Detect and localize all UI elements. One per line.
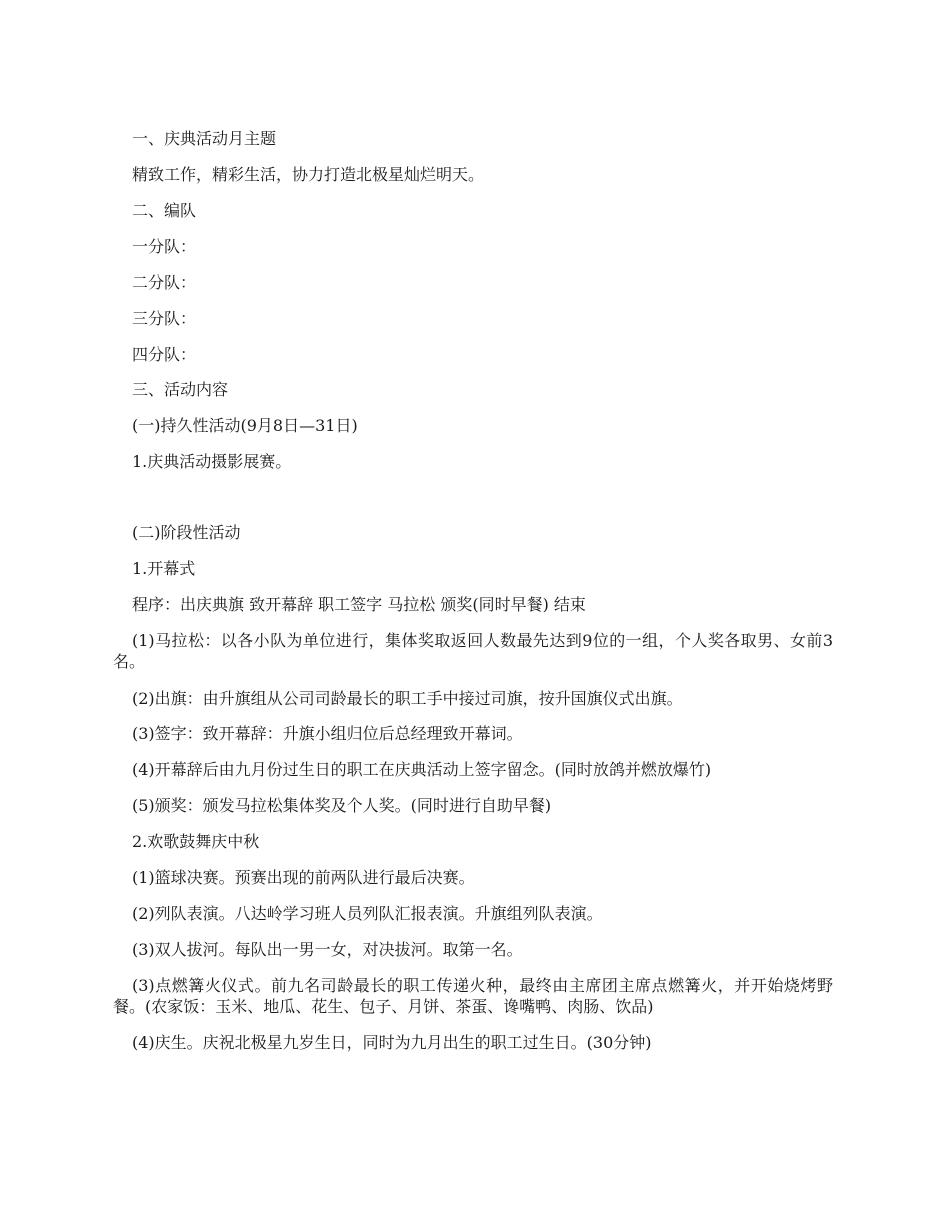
opening-heading: 1.开幕式 (132, 559, 196, 578)
midautumn-item-bonfire: (3)点燃篝火仪式。前九名司龄最长的职工传递火种，最终由主席团主席点燃篝火，并开始烧烤野餐。(农家饭：玉米、地瓜、花生、包子、月饼、茶蛋、谗嘴鸭、肉肠、饮品) (113, 976, 833, 1016)
midautumn-heading: 2.欢歌鼓舞庆中秋 (132, 832, 260, 851)
opening-item-flag: (2)出旗：由升旗组从公司司龄最长的职工手中接过司旗，按升国旗仪式出旗。 (132, 689, 683, 708)
section-heading-teams: 二、编队 (132, 201, 197, 220)
opening-program: 程序：出庆典旗 致开幕辞 职工签字 马拉松 颁奖(同时早餐) 结束 (132, 595, 586, 614)
team-2: 二分队： (132, 273, 197, 292)
midautumn-item-tugofwar: (3)双人拔河。每队出一男一女，对决拔河。取第一名。 (132, 940, 523, 959)
subsection-phased: (二)阶段性活动 (132, 523, 241, 542)
opening-item-signing: (3)签字：致开幕辞：升旗小组归位后总经理致开幕词。 (132, 724, 523, 743)
ongoing-item-1: 1.庆典活动摄影展赛。 (132, 452, 292, 471)
section-heading-activities: 三、活动内容 (132, 380, 229, 399)
opening-item-speech: (4)开幕辞后由九月份过生日的职工在庆典活动上签字留念。(同时放鸽并燃放爆竹) (132, 760, 712, 779)
team-3: 三分队： (132, 309, 197, 328)
midautumn-item-basketball: (1)篮球决赛。预赛出现的前两队进行最后决赛。 (132, 868, 475, 887)
section-heading-theme: 一、庆典活动月主题 (132, 129, 277, 148)
opening-item-marathon: (1)马拉松：以各小队为单位进行，集体奖取返回人数最先达到9位的一组，个人奖各取男、女前3名。 (113, 631, 833, 671)
midautumn-item-birthday: (4)庆生。庆祝北极星九岁生日，同时为九月出生的职工过生日。(30分钟) (132, 1033, 652, 1052)
team-4: 四分队： (132, 345, 197, 364)
subsection-ongoing: (一)持久性活动(9月8日—31日) (132, 416, 358, 435)
theme-text: 精致工作，精彩生活，协力打造北极星灿烂明天。 (132, 165, 485, 184)
opening-item-awards: (5)颁奖：颁发马拉松集体奖及个人奖。(同时进行自助早餐) (132, 796, 552, 815)
team-1: 一分队： (132, 237, 197, 256)
midautumn-item-parade: (2)列队表演。八达岭学习班人员列队汇报表演。升旗组列队表演。 (132, 904, 603, 923)
